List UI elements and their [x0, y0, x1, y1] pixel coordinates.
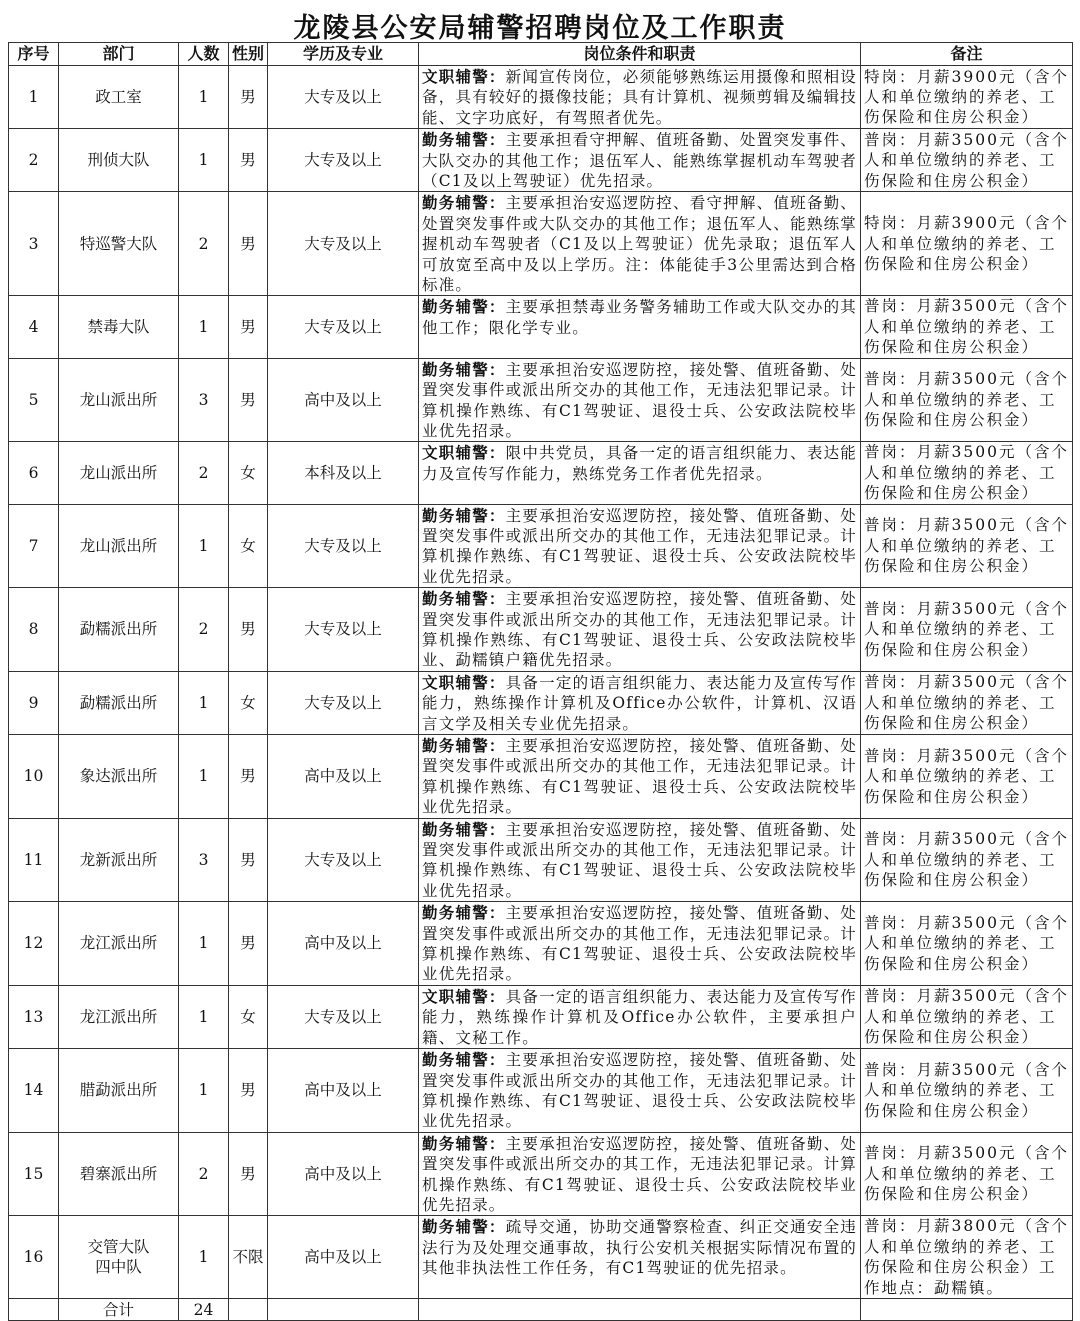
header-conditions: 岗位条件和职责	[419, 43, 861, 66]
table-row	[9, 818, 1073, 902]
table-row	[9, 296, 1073, 358]
education: 高中及以上	[268, 358, 419, 442]
table-row	[9, 129, 1073, 192]
position-type: 勤务辅警：	[422, 1134, 506, 1153]
table-row	[9, 735, 1073, 819]
education: 高中及以上	[268, 902, 419, 986]
table-row	[9, 902, 1073, 986]
gender: 女	[229, 671, 268, 734]
salary-note: 普岗：月薪3500元（含个人和单位缴纳的养老、工伤保险和住房公积金）	[861, 442, 1073, 504]
headcount: 1	[179, 1216, 229, 1299]
table-row	[9, 442, 1073, 504]
position-type: 勤务辅警：	[422, 298, 506, 317]
conditions	[419, 358, 861, 442]
gender: 男	[229, 358, 268, 442]
education: 大专及以上	[268, 192, 419, 296]
headcount: 1	[179, 985, 229, 1048]
table-row	[9, 66, 1073, 129]
header-notes: 备注	[861, 43, 1073, 66]
position-type: 勤务辅警：	[422, 1218, 506, 1237]
education: 大专及以上	[268, 985, 419, 1048]
position-type: 勤务辅警：	[422, 131, 506, 150]
salary-note: 特岗：月薪3900元（含个人和单位缴纳的养老、工伤保险和住房公积金）	[861, 66, 1073, 129]
department: 刑侦大队	[59, 129, 179, 192]
position-type: 勤务辅警：	[422, 590, 506, 609]
row-number: 3	[9, 192, 59, 296]
recruitment-table	[8, 42, 1073, 1321]
gender: 男	[229, 735, 268, 819]
department: 龙江派出所	[59, 902, 179, 986]
department: 龙江派出所	[59, 985, 179, 1048]
department: 禁毒大队	[59, 296, 179, 358]
conditions	[419, 442, 861, 504]
department: 特巡警大队	[59, 192, 179, 296]
header-gender: 性别	[229, 43, 268, 66]
position-type: 勤务辅警：	[422, 194, 506, 213]
conditions-text: 主要承担治安巡逻防控，接处警、值班备勤、处置突发事件或派出所交办的其他工作，无违法犯罪记录。计算机操作熟练、有C1驾驶证、退役士兵、公安政法院校毕业优先招录。	[422, 1051, 857, 1131]
education: 高中及以上	[268, 735, 419, 819]
table-row	[9, 358, 1073, 442]
gender: 女	[229, 985, 268, 1048]
conditions-text: 主要承担治安巡逻防控，接处警、值班备勤、处置突发事件或派出所交办的其工作，无违法犯罪记录。计算机操作熟练、有C1驾驶证、退役士兵、公安政法院校毕业优先招录。	[422, 1134, 857, 1214]
conditions-text: 主要承担治安巡逻防控，接处警、值班备勤、处置突发事件或派出所交办的其他工作，无违法犯罪记录。计算机操作熟练、有C1驾驶证、退役士兵、公安政法院校毕业优先招录。	[422, 506, 857, 586]
row-number: 8	[9, 588, 59, 672]
education: 高中及以上	[268, 1132, 419, 1216]
conditions	[419, 296, 861, 358]
row-number: 1	[9, 66, 59, 129]
conditions-text: 主要承担治安巡逻防控、看守押解、值班备勤、处置突发事件或大队交办的其他工作；退伍军人、能熟练掌握机动车驾驶者（C1及以上驾驶证）优先录取；退伍军人可放宽至高中及以上学历。注：体能徒手3公里需达到合格标准。	[422, 194, 857, 295]
position-type: 勤务辅警：	[422, 360, 506, 379]
row-number: 12	[9, 902, 59, 986]
salary-note: 普岗：月薪3800元（含个人和单位缴纳的养老、工伤保险和住房公积金）工作地点：勐糯镇。	[861, 1216, 1073, 1299]
department: 龙新派出所	[59, 818, 179, 902]
conditions-text: 主要承担治安巡逻防控，接处警、值班备勤、处置突发事件或派出所交办的其他工作，无违法犯罪记录。计算机操作熟练、有C1驾驶证、退役士兵、公安政法院校毕业优先招录。	[422, 820, 857, 900]
department: 龙山派出所	[59, 358, 179, 442]
gender: 男	[229, 1049, 268, 1133]
gender: 男	[229, 296, 268, 358]
conditions-text: 主要承担禁毒业务警务辅助工作或大队交办的其他工作；限化学专业。	[422, 298, 857, 337]
table-row	[9, 1216, 1073, 1299]
gender: 男	[229, 129, 268, 192]
document-title: 龙陵县公安局辅警招聘岗位及工作职责	[293, 13, 787, 44]
total-label: 合计	[59, 1299, 179, 1321]
position-type: 文职辅警：	[422, 673, 506, 692]
conditions	[419, 1049, 861, 1133]
headcount: 2	[179, 1132, 229, 1216]
education: 大专及以上	[268, 671, 419, 734]
row-number: 5	[9, 358, 59, 442]
headcount: 2	[179, 192, 229, 296]
headcount: 1	[179, 1049, 229, 1133]
headcount: 3	[179, 818, 229, 902]
headcount: 1	[179, 66, 229, 129]
education: 大专及以上	[268, 129, 419, 192]
conditions	[419, 902, 861, 986]
headcount: 1	[179, 129, 229, 192]
gender: 男	[229, 192, 268, 296]
table-row	[9, 588, 1073, 672]
salary-note: 特岗：月薪3900元（含个人和单位缴纳的养老、工伤保险和住房公积金）	[861, 192, 1073, 296]
education: 大专及以上	[268, 66, 419, 129]
headcount: 2	[179, 588, 229, 672]
headcount: 1	[179, 296, 229, 358]
table-header-row	[9, 43, 1073, 66]
header-dept: 部门	[59, 43, 179, 66]
position-type: 文职辅警：	[422, 68, 506, 86]
education: 大专及以上	[268, 818, 419, 902]
gender: 男	[229, 902, 268, 986]
row-number: 6	[9, 442, 59, 504]
table-row	[9, 671, 1073, 734]
salary-note: 普岗：月薪3500元（含个人和单位缴纳的养老、工伤保险和住房公积金）	[861, 129, 1073, 192]
education: 高中及以上	[268, 1049, 419, 1133]
department: 龙山派出所	[59, 504, 179, 588]
row-number: 10	[9, 735, 59, 819]
headcount: 1	[179, 504, 229, 588]
headcount: 2	[179, 442, 229, 504]
department: 政工室	[59, 66, 179, 129]
row-number: 7	[9, 504, 59, 588]
table-row	[9, 1132, 1073, 1216]
conditions	[419, 192, 861, 296]
conditions	[419, 735, 861, 819]
row-number: 4	[9, 296, 59, 358]
position-type: 勤务辅警：	[422, 737, 506, 755]
conditions	[419, 985, 861, 1048]
department: 勐糯派出所	[59, 671, 179, 734]
headcount: 1	[179, 902, 229, 986]
salary-note: 普岗：月薪3500元（含个人和单位缴纳的养老、工伤保险和住房公积金）	[861, 358, 1073, 442]
conditions-text: 主要承担治安巡逻防控，接处警、值班备勤、处置突发事件或派出所交办的其他工作，无违法犯罪记录。计算机操作熟练、有C1驾驶证、退役士兵、公安政法院校毕业优先招录。	[422, 737, 857, 817]
salary-note: 普岗：月薪3500元（含个人和单位缴纳的养老、工伤保险和住房公积金）	[861, 1132, 1073, 1216]
table-row	[9, 985, 1073, 1048]
conditions-text: 主要承担治安巡逻防控，接处警、值班备勤、处置突发事件或派出所交办的其他工作，无违法犯罪记录。计算机操作熟练、有C1驾驶证、退役士兵、公安政法院校毕业优先招录。	[422, 360, 857, 440]
conditions	[419, 504, 861, 588]
table-row	[9, 192, 1073, 296]
row-number: 14	[9, 1049, 59, 1133]
header-no: 序号	[9, 43, 59, 66]
position-type: 勤务辅警：	[422, 506, 506, 525]
gender: 女	[229, 504, 268, 588]
conditions-text: 疏导交通，协助交通警察检查、纠正交通安全违法行为及处理交通事故，执行公安机关根据实际情况布置的其他非执法性工作任务，有C1驾驶证的优先招录。	[422, 1218, 857, 1278]
conditions	[419, 588, 861, 672]
department: 腊勐派出所	[59, 1049, 179, 1133]
position-type: 勤务辅警：	[422, 820, 506, 839]
department: 交管大队 四中队	[59, 1216, 179, 1299]
department: 象达派出所	[59, 735, 179, 819]
conditions	[419, 1132, 861, 1216]
conditions-text: 限中共党员，具备一定的语言组织能力、表达能力及宣传写作能力，熟练党务工作者优先招录。	[422, 444, 857, 483]
gender: 男	[229, 1132, 268, 1216]
header-education: 学历及专业	[268, 43, 419, 66]
education: 高中及以上	[268, 1216, 419, 1299]
table-row	[9, 1049, 1073, 1133]
headcount: 3	[179, 358, 229, 442]
conditions	[419, 818, 861, 902]
salary-note: 普岗：月薪3500元（含个人和单位缴纳的养老、工伤保险和住房公积金）	[861, 296, 1073, 358]
row-number: 15	[9, 1132, 59, 1216]
salary-note: 普岗：月薪3500元（含个人和单位缴纳的养老、工伤保险和住房公积金）	[861, 504, 1073, 588]
conditions-text: 主要承担看守押解、值班备勤、处置突发事件、大队交办的其他工作；退伍军人、能熟练掌握机动车驾驶者（C1及以上驾驶证）优先招录。	[422, 131, 857, 191]
conditions-text: 具备一定的语言组织能力、表达能力及宣传写作能力，熟练操作计算机及Office办公软件，主要承担户籍、文秘工作。	[422, 987, 857, 1047]
education: 本科及以上	[268, 442, 419, 504]
conditions	[419, 66, 861, 129]
conditions-text: 具备一定的语言组织能力、表达能力及宣传写作能力，熟练操作计算机及Office办公软件，计算机、汉语言文学及相关专业优先招录。	[422, 673, 857, 733]
salary-note: 普岗：月薪3500元（含个人和单位缴纳的养老、工伤保险和住房公积金）	[861, 1049, 1073, 1133]
department: 勐糯派出所	[59, 588, 179, 672]
position-type: 文职辅警：	[422, 444, 506, 463]
salary-note: 普岗：月薪3500元（含个人和单位缴纳的养老、工伤保险和住房公积金）	[861, 902, 1073, 986]
gender: 男	[229, 66, 268, 129]
headcount: 1	[179, 735, 229, 819]
position-type: 文职辅警：	[422, 987, 506, 1006]
education: 大专及以上	[268, 588, 419, 672]
salary-note: 普岗：月薪3500元（含个人和单位缴纳的养老、工伤保险和住房公积金）	[861, 671, 1073, 734]
table-row	[9, 504, 1073, 588]
row-number: 13	[9, 985, 59, 1048]
conditions	[419, 671, 861, 734]
headcount: 1	[179, 671, 229, 734]
department: 龙山派出所	[59, 442, 179, 504]
gender: 不限	[229, 1216, 268, 1299]
row-number: 2	[9, 129, 59, 192]
total-count: 24	[179, 1299, 229, 1321]
salary-note: 普岗：月薪3500元（含个人和单位缴纳的养老、工伤保险和住房公积金）	[861, 818, 1073, 902]
education: 大专及以上	[268, 296, 419, 358]
row-number: 11	[9, 818, 59, 902]
salary-note: 普岗：月薪3500元（含个人和单位缴纳的养老、工伤保险和住房公积金）	[861, 985, 1073, 1048]
gender: 男	[229, 818, 268, 902]
conditions	[419, 1216, 861, 1299]
position-type: 勤务辅警：	[422, 904, 506, 923]
conditions-text: 主要承担治安巡逻防控，接处警、值班备勤、处置突发事件或派出所交办的其他工作，无违法犯罪记录。计算机操作熟练、有C1驾驶证、退役士兵、公安政法院校毕业、勐糯镇户籍优先招录。	[422, 590, 857, 670]
total-row	[9, 1299, 1073, 1321]
education: 大专及以上	[268, 504, 419, 588]
header-count: 人数	[179, 43, 229, 66]
salary-note: 普岗：月薪3500元（含个人和单位缴纳的养老、工伤保险和住房公积金）	[861, 588, 1073, 672]
conditions	[419, 129, 861, 192]
row-number: 16	[9, 1216, 59, 1299]
row-number: 9	[9, 671, 59, 734]
gender: 男	[229, 588, 268, 672]
salary-note: 普岗：月薪3500元（含个人和单位缴纳的养老、工伤保险和住房公积金）	[861, 735, 1073, 819]
conditions-text: 新闻宣传岗位，必须能够熟练运用摄像和照相设备，具有较好的摄像技能；具有计算机、视频剪辑及编辑技能、文字功底好，有驾照者优先。	[422, 68, 857, 127]
department: 碧寨派出所	[59, 1132, 179, 1216]
conditions-text: 主要承担治安巡逻防控，接处警、值班备勤、处置突发事件或派出所交办的其他工作，无违法犯罪记录。计算机操作熟练、有C1驾驶证、退役士兵、公安政法院校毕业优先招录。	[422, 904, 857, 984]
gender: 女	[229, 442, 268, 504]
position-type: 勤务辅警：	[422, 1051, 506, 1070]
